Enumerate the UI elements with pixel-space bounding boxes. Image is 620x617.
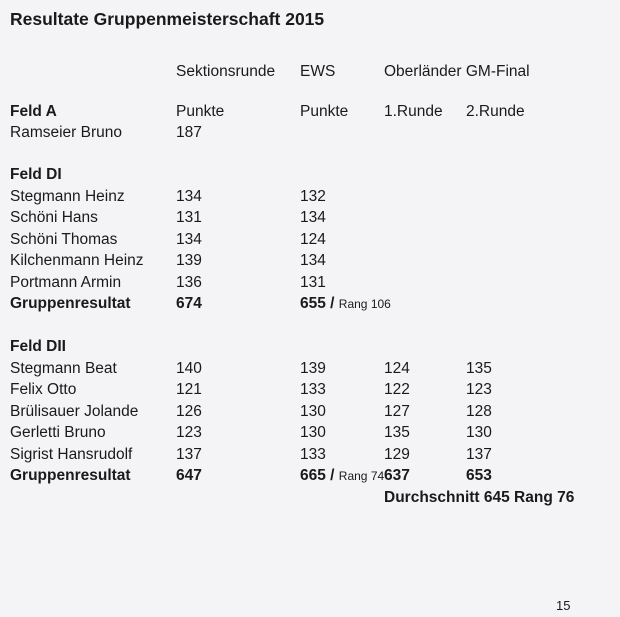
- header-ews: EWS: [300, 63, 336, 80]
- group-total-ews: [300, 295, 391, 313]
- score-sektionsrunde: 121: [176, 381, 202, 398]
- score-sektionsrunde: 131: [176, 209, 202, 226]
- score-ews: 134: [300, 252, 326, 269]
- group-total-runde-2: 653: [466, 467, 492, 484]
- score-ews: 133: [300, 446, 326, 463]
- group-total-label: Gruppenresultat: [10, 295, 131, 312]
- shooter-name: Schöni Thomas: [10, 231, 118, 248]
- score-sektionsrunde: 134: [176, 231, 202, 248]
- page-title: Resultate Gruppenmeisterschaft 2015: [10, 9, 325, 29]
- shooter-name: Kilchenmann Heinz: [10, 252, 144, 269]
- score-ews: 139: [300, 360, 326, 377]
- score-sektionsrunde: 136: [176, 274, 202, 291]
- score-sektionsrunde: 123: [176, 424, 202, 441]
- subheader-runde-2: 2.Runde: [466, 103, 525, 120]
- average-summary: Durchschnitt 645 Rang 76: [384, 489, 575, 506]
- score-ews: 131: [300, 274, 326, 291]
- score-sektionsrunde: 126: [176, 403, 202, 420]
- shooter-name: Stegmann Heinz: [10, 188, 125, 205]
- shooter-name: Felix Otto: [10, 381, 77, 398]
- score-sektionsrunde: 139: [176, 252, 202, 269]
- score-runde-2: 137: [466, 446, 492, 463]
- feld-di-label: Feld DI: [10, 166, 62, 183]
- score-sektionsrunde: 140: [176, 360, 202, 377]
- group-rank: Rang 106: [338, 297, 391, 311]
- score-ews: 134: [300, 209, 326, 226]
- group-total-runde-1: 637: [384, 467, 410, 484]
- page-number: 15: [556, 598, 571, 613]
- shooter-name: Portmann Armin: [10, 274, 122, 291]
- group-total-ews-value: 665 /: [300, 467, 335, 484]
- feld-dii-label: Feld DII: [10, 338, 66, 355]
- score-ews: 132: [300, 188, 326, 205]
- score-runde-2: 128: [466, 403, 492, 420]
- score-runde-1: 124: [384, 360, 410, 377]
- header-gm-final: Oberländer GM-Final: [384, 63, 530, 80]
- feld-a-label: Feld A: [10, 103, 57, 120]
- score-runde-1: 122: [384, 381, 410, 398]
- shooter-name: Schöni Hans: [10, 209, 98, 226]
- group-total-sektionsrunde: 647: [176, 467, 202, 484]
- score-runde-2: 130: [466, 424, 492, 441]
- score-sektionsrunde: 187: [176, 124, 202, 141]
- score-runde-1: 127: [384, 403, 410, 420]
- subheader-punkte: Punkte: [300, 103, 349, 120]
- header-sektionsrunde: Sektionsrunde: [176, 63, 276, 80]
- group-total-sektionsrunde: 674: [176, 295, 202, 312]
- score-ews: 130: [300, 403, 326, 420]
- group-total-label: Gruppenresultat: [10, 467, 131, 484]
- shooter-name: Sigrist Hansrudolf: [10, 446, 133, 463]
- shooter-name: Gerletti Bruno: [10, 424, 106, 441]
- shooter-name: Brülisauer Jolande: [10, 403, 139, 420]
- subheader-punkte: Punkte: [176, 103, 225, 120]
- subheader-runde-1: 1.Runde: [384, 103, 443, 120]
- score-runde-2: 135: [466, 360, 492, 377]
- group-total-ews-value: 655 /: [300, 295, 335, 312]
- score-runde-1: 129: [384, 446, 410, 463]
- score-ews: 130: [300, 424, 326, 441]
- score-sektionsrunde: 137: [176, 446, 202, 463]
- shooter-name: Ramseier Bruno: [10, 124, 122, 141]
- score-runde-1: 135: [384, 424, 410, 441]
- shooter-name: Stegmann Beat: [10, 360, 117, 377]
- score-ews: 133: [300, 381, 326, 398]
- score-ews: 124: [300, 231, 326, 248]
- score-sektionsrunde: 134: [176, 188, 202, 205]
- group-rank: Rang 74: [338, 469, 385, 483]
- group-total-ews: [300, 467, 384, 485]
- score-runde-2: 123: [466, 381, 492, 398]
